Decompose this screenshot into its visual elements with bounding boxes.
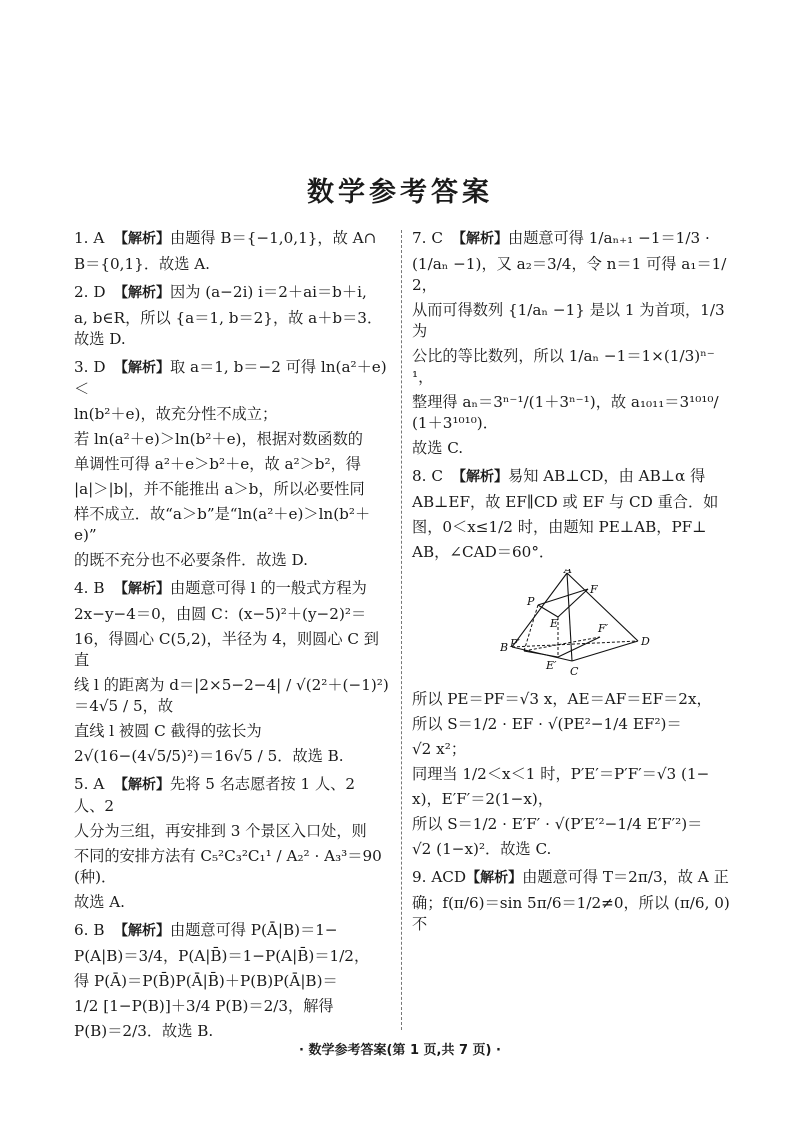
answer-text: 故选 C. xyxy=(412,439,464,457)
analysis-tag: 【解析】 xyxy=(114,777,170,793)
answer-line xyxy=(412,789,730,810)
answer-number: 3. D xyxy=(74,358,106,376)
analysis-tag: 【解析】 xyxy=(466,870,523,886)
answer-text: 从而可得数列 {1/aₙ −1} 是以 1 为首项，1/3 为 xyxy=(412,301,725,340)
answer-line xyxy=(74,996,390,1017)
answer-item xyxy=(412,867,730,935)
answer-text: 单调性可得 a²＋e＞b²＋e，故 a²＞b²，得 xyxy=(74,455,361,473)
answer-text: 由题意可得 P(Ā|B)＝1− xyxy=(170,921,338,939)
answer-line xyxy=(412,839,730,860)
analysis-tag: 【解析】 xyxy=(452,469,508,485)
answer-number: 5. A xyxy=(74,775,105,793)
answer-text: AB⊥EF，故 EF∥CD 或 EF 与 CD 重合．如 xyxy=(412,493,719,511)
vertex-a-label: A xyxy=(564,569,572,576)
answer-line xyxy=(412,893,730,935)
answer-item xyxy=(74,357,390,571)
answer-text: AB，∠CAD＝60°． xyxy=(412,543,555,561)
answer-line xyxy=(74,550,390,571)
answer-item xyxy=(412,466,730,860)
answer-item xyxy=(74,920,390,1042)
answer-line xyxy=(412,814,730,835)
answer-text: a, b∈R，所以 {a＝1, b＝2}，故 a＋b＝3．故选 D. xyxy=(74,309,383,348)
answer-text: 2√(16−(4√5/5)²)＝16√5 / 5．故选 B. xyxy=(74,747,344,765)
answer-number: 1. A xyxy=(74,229,105,247)
page-footer: · 数学参考答案(第 1 页,共 7 页) · xyxy=(299,1043,501,1058)
answer-text: 由题意可得 l 的一般式方程为 xyxy=(170,579,367,597)
left-column xyxy=(74,228,390,1049)
answer-text: 公比的等比数列，所以 1/aₙ −1＝1×(1/3)ⁿ⁻¹， xyxy=(412,347,715,386)
answer-line xyxy=(412,689,730,710)
answer-line xyxy=(74,821,390,842)
point-p-label: P xyxy=(527,595,535,608)
answer-line xyxy=(74,308,390,350)
answer-line xyxy=(74,228,390,250)
answer-item xyxy=(74,228,390,275)
answer-text: P(B)＝2/3．故选 B. xyxy=(74,1022,214,1040)
answer-line xyxy=(74,971,390,992)
answer-line xyxy=(74,504,390,546)
answer-text: √2 x²； xyxy=(412,740,467,758)
answer-text: x)，E′F′＝2(1−x)， xyxy=(412,790,554,808)
point-f-label: F xyxy=(590,583,598,596)
answer-line xyxy=(74,629,390,671)
column-divider xyxy=(401,230,402,1030)
answer-text: 先将 5 名志愿者按 1 人、2 人、2 xyxy=(74,775,355,815)
answer-text: 样不成立．故“a＞b”是“ln(a²＋e)＞ln(b²＋e)” xyxy=(74,505,371,544)
point-f-prime-label: F′ xyxy=(598,622,609,635)
answer-line xyxy=(74,282,390,304)
answer-line xyxy=(412,228,730,250)
answer-item xyxy=(412,228,730,459)
answer-line xyxy=(74,578,390,600)
answer-text: 人分为三组，再安排到 3 个景区入口处，则 xyxy=(74,822,367,840)
answer-line xyxy=(412,300,730,342)
right-column xyxy=(412,228,730,942)
answer-text: 取 a＝1, b＝−2 可得 ln(a²＋e)＜ xyxy=(74,358,387,398)
answer-text: 所以 S＝1/2 · EF · √(PE²−1/4 EF²)＝ xyxy=(412,715,682,733)
answer-number: 4. B xyxy=(74,579,105,597)
answer-line xyxy=(74,404,390,425)
answer-line xyxy=(74,721,390,742)
tetrahedron-diagram xyxy=(500,569,670,679)
answer-text: 由题意可得 T＝2π/3，故 A 正 xyxy=(522,868,729,886)
analysis-tag: 【解析】 xyxy=(114,285,170,301)
analysis-tag: 【解析】 xyxy=(114,231,170,247)
answer-line xyxy=(74,746,390,767)
vertex-d-label: D xyxy=(641,635,650,648)
answer-line xyxy=(74,846,390,888)
answer-text: ln(b²＋e)，故充分性不成立； xyxy=(74,405,278,423)
answer-line xyxy=(74,892,390,913)
answer-text: 直线 l 被圆 C 截得的弦长为 xyxy=(74,722,262,740)
answer-text: 由题意可得 1/aₙ₊₁ −1＝1/3 · xyxy=(508,229,710,247)
answer-line xyxy=(412,739,730,760)
answer-text: 16，得圆心 C(5,2)，半径为 4，则圆心 C 到直 xyxy=(74,630,379,669)
answer-item xyxy=(74,774,390,913)
answer-line xyxy=(74,254,390,275)
page-title: 数学参考答案 xyxy=(307,177,493,208)
answer-line xyxy=(74,920,390,942)
answer-item xyxy=(74,578,390,767)
answer-number: 2. D xyxy=(74,283,106,301)
answer-text: 故选 A. xyxy=(74,893,125,911)
analysis-tag: 【解析】 xyxy=(114,923,170,939)
answer-text: 确；f(π/6)＝sin 5π/6＝1/2≠0，所以 (π/6, 0) 不 xyxy=(412,894,730,933)
answer-number: 9. ACD xyxy=(412,868,467,886)
answer-text: 所以 PE＝PF＝√3 x，AE＝AF＝EF＝2x， xyxy=(412,690,712,708)
answer-text: 得 P(Ā)＝P(B̄)P(Ā|B̄)＋P(B)P(Ā|B)＝ xyxy=(74,972,338,990)
answer-line xyxy=(412,764,730,785)
answer-line xyxy=(74,429,390,450)
vertex-c-label: C xyxy=(570,665,579,678)
answer-line xyxy=(412,517,730,538)
answer-text: 整理得 aₙ＝3ⁿ⁻¹/(1＋3ⁿ⁻¹)，故 a₁₀₁₁＝3¹⁰¹⁰/(1＋3¹⁰¹⁰)． xyxy=(412,393,719,432)
answer-text: 易知 AB⊥CD，由 AB⊥α 得 xyxy=(508,467,706,485)
answer-text: 因为 (a−2i) i＝2＋ai＝b＋i, xyxy=(170,283,367,301)
answer-line xyxy=(74,774,390,817)
answer-line xyxy=(74,675,390,717)
answer-text: 的既不充分也不必要条件．故选 D. xyxy=(74,551,308,569)
answer-line xyxy=(412,466,730,488)
answer-line xyxy=(412,867,730,889)
answer-number: 7. C xyxy=(412,229,443,247)
answer-line xyxy=(412,392,730,434)
answer-text: 2x−y−4＝0，由圆 C：(x−5)²＋(y−2)²＝ xyxy=(74,605,367,623)
analysis-tag: 【解析】 xyxy=(452,231,508,247)
answer-number: 6. B xyxy=(74,921,105,939)
answer-text: 图，0＜x≤1/2 时，由题知 PE⊥AB，PF⊥ xyxy=(412,518,707,536)
answer-line xyxy=(74,479,390,500)
answer-text: 不同的安排方法有 C₅²C₃²C₁¹ / A₂² · A₃³＝90(种)． xyxy=(74,847,382,886)
answer-text: |a|＞|b|，并不能推出 a＞b，所以必要性同 xyxy=(74,480,365,498)
answer-text: 由题得 B＝{−1,0,1}，故 A∩ xyxy=(170,229,377,247)
point-e-label: E xyxy=(550,617,559,630)
answer-line xyxy=(74,604,390,625)
answer-text: P(A|B)＝3/4，P(A|B̄)＝1−P(A|B̄)＝1/2， xyxy=(74,947,370,965)
analysis-tag: 【解析】 xyxy=(114,581,170,597)
answer-line xyxy=(412,346,730,388)
answer-text: 1/2 [1−P(B)]＋3/4 P(B)＝2/3，解得 xyxy=(74,997,334,1015)
answer-item xyxy=(74,282,390,350)
answer-line xyxy=(74,454,390,475)
answer-line xyxy=(412,714,730,735)
answer-line xyxy=(412,254,730,296)
answer-text: √2 (1−x)²．故选 C. xyxy=(412,840,552,858)
point-e-prime-label: E′ xyxy=(546,659,557,672)
answer-line xyxy=(412,492,730,513)
answer-text: 若 ln(a²＋e)＞ln(b²＋e)，根据对数函数的 xyxy=(74,430,363,448)
answer-line xyxy=(74,357,390,400)
tetrahedron-figure xyxy=(500,569,670,679)
analysis-tag: 【解析】 xyxy=(114,360,170,376)
answer-text: 所以 S＝1/2 · E′F′ · √(P′E′²−1/4 E′F′²)＝ xyxy=(412,815,703,833)
answer-text: (1/aₙ −1)，又 a₂＝3/4，令 n＝1 可得 a₁＝1/2， xyxy=(412,255,727,294)
point-p-prime-label: P′ xyxy=(510,637,520,650)
answer-line xyxy=(74,946,390,967)
answer-line xyxy=(412,542,730,563)
answer-text: 线 l 的距离为 d＝|2×5−2−4| / √(2²＋(−1)²)＝4√5 / 5，故 xyxy=(74,676,389,715)
answer-number: 8. C xyxy=(412,467,443,485)
answer-line xyxy=(412,438,730,459)
vertex-b-label: B xyxy=(500,641,509,654)
answer-text: B＝{0,1}．故选 A. xyxy=(74,255,211,273)
answer-text: 同理当 1/2＜x＜1 时，P′E′＝P′F′＝√3 (1− xyxy=(412,765,710,783)
